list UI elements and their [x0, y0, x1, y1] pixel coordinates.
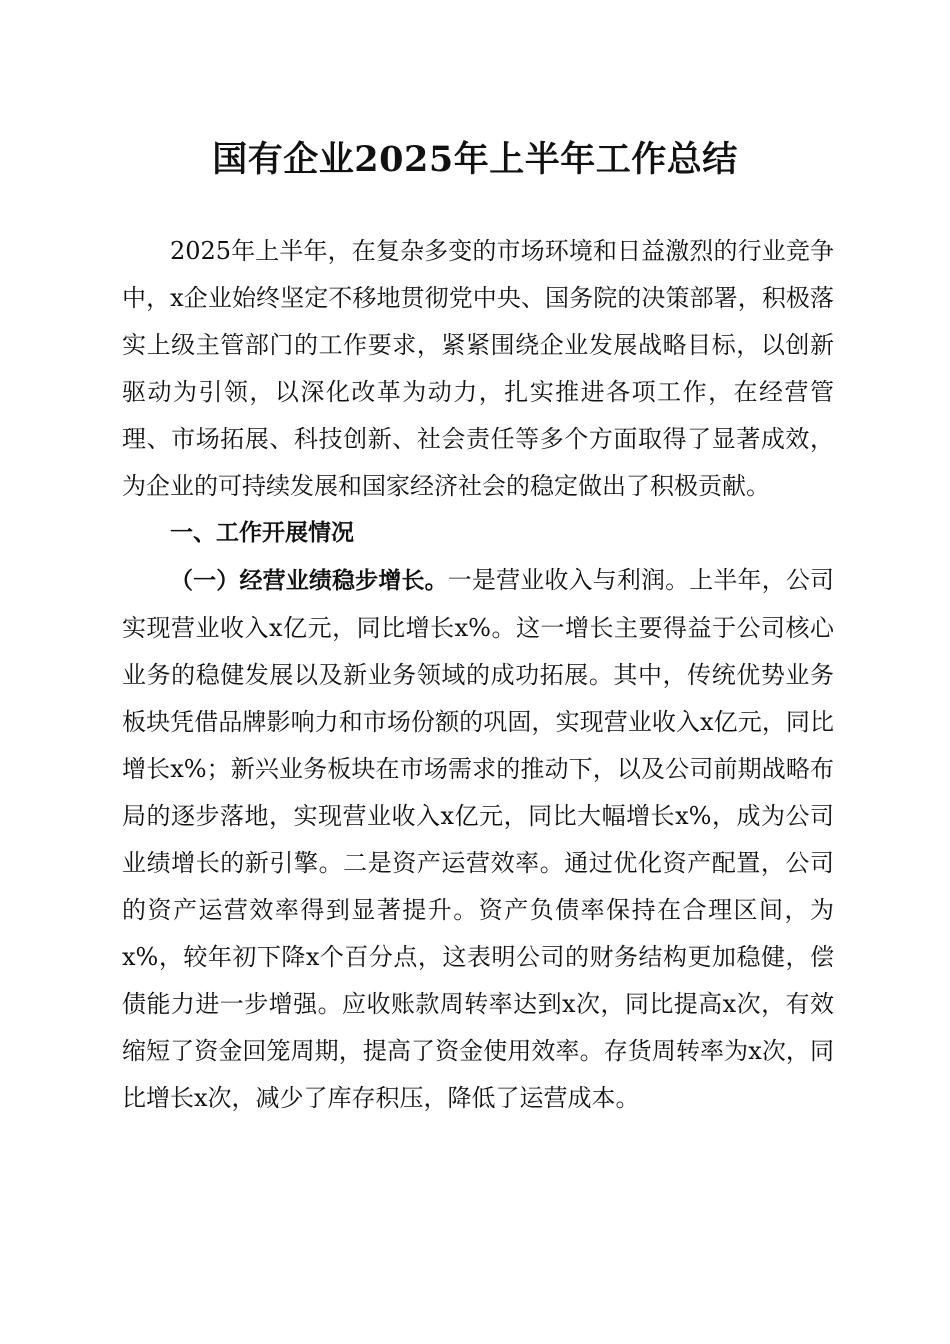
intro-paragraph: 2025年上半年，在复杂多变的市场环境和日益激烈的行业竞争中，x企业始终坚定不移地贯彻党中央、国务院的决策部署，积极落实上级主管部门的工作要求，紧紧围绕企业发展战略目标，以创新驱动为引领，以深化改革为动力，扎实推进各项工作，在经营管理、市场拓展、科技创新、社会责任等多个方面取得了显著成效，为企业的可持续发展和国家经济社会的稳定做出了积极贡献。: [122, 237, 834, 500]
document-title: 国有企业2025年上半年工作总结: [212, 139, 738, 180]
subsection-paragraph: [122, 557, 834, 1122]
section-heading: 一、工作开展情况: [170, 520, 354, 546]
subsection-text: 一是营业收入与利润。上半年，公司实现营业收入x亿元，同比增长x%。这一增长主要得益于公司核心业务的稳健发展以及新业务领域的成功拓展。其中，传统优势业务板块凭借品牌影响力和市场份额的巩固，实现营业收入x亿元，同比增长x%；新兴业务板块在市场需求的推动下，以及公司前期战略布局的逐步落地，实现营业收入x亿元，同比大幅增长x%，成为公司业绩增长的新引擎。二是资产运营效率。通过优化资产配置，公司的资产运营效率得到显著提升。资产负债率保持在合理区间，为x%，较年初下降x个百分点，这表明公司的财务结构更加稳健，偿债能力进一步增强。应收账款周转率达到x次，同比提高x次，有效缩短了资金回笼周期，提高了资金使用效率。存货周转率为x次，同比增长x次，减少了库存积压，降低了运营成本。: [122, 566, 835, 1112]
document-body: [122, 228, 834, 1122]
subsection-lead: （一）经营业绩稳步增长。: [170, 568, 448, 594]
